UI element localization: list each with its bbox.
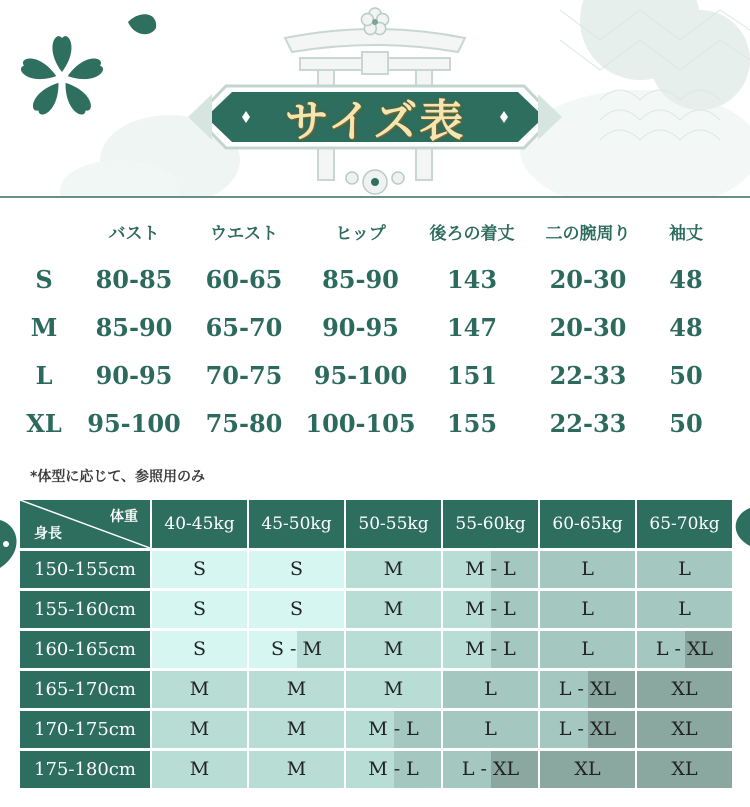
size-cell-value: M	[189, 758, 210, 780]
sleeve-value: 50	[669, 361, 703, 390]
hip-value: 90-95	[322, 313, 399, 342]
sleeve-value: 48	[669, 313, 703, 342]
size-cell-value: M	[286, 758, 307, 780]
leaf-icon	[732, 508, 750, 548]
back-length-value: 143	[446, 265, 498, 294]
size-cell-value: M	[286, 678, 307, 700]
size-cell	[540, 751, 635, 788]
size-cell-value: M	[286, 718, 307, 740]
weight-header: 40-45kg	[152, 500, 247, 548]
header-sleeve: 袖丈	[669, 224, 703, 244]
size-cell-value: L	[678, 598, 691, 620]
size-cell-value: M - L	[465, 558, 516, 580]
size-cell	[637, 711, 732, 748]
size-cell-value: XL	[671, 718, 698, 740]
size-cell-value: S	[192, 598, 207, 620]
header-bust: バスト	[108, 224, 160, 244]
size-cell	[443, 751, 538, 788]
size-cell-value: S - M	[271, 638, 322, 660]
upper-arm-value: 20-30	[549, 313, 627, 342]
size-cell-value: M - L	[465, 598, 516, 620]
size-cell-value: XL	[671, 758, 698, 780]
size-cell	[540, 551, 635, 588]
bust-value: 95-100	[87, 409, 181, 438]
size-cell	[540, 631, 635, 668]
size-cell	[346, 671, 441, 708]
height-label: 身長	[34, 526, 62, 542]
sleeve-value: 48	[669, 265, 703, 294]
size-cell-value: XL	[574, 758, 601, 780]
hip-value: 95-100	[313, 361, 408, 390]
header-upper-arm: 二の腕周り	[545, 224, 631, 244]
size-cell	[249, 671, 344, 708]
size-cell	[443, 631, 538, 668]
size-cell	[540, 711, 635, 748]
weight-header: 45-50kg	[249, 500, 344, 548]
height-header: 160-165cm	[20, 631, 150, 668]
size-cell	[443, 551, 538, 588]
weight-label: 体重	[110, 509, 138, 525]
upper-arm-value: 22-33	[549, 409, 627, 438]
size-cell-value: L	[581, 638, 594, 660]
bust-value: 80-85	[95, 265, 173, 294]
size-cell-value: S	[289, 558, 304, 580]
weight-header: 65-70kg	[637, 500, 732, 548]
hip-value: 85-90	[322, 265, 399, 294]
size-cell	[152, 591, 247, 628]
leaf-icon	[0, 512, 22, 572]
sakura-icon	[19, 36, 105, 117]
size-cell-value: M	[383, 558, 404, 580]
matrix-corner	[20, 500, 150, 548]
size-cell-value: M	[383, 678, 404, 700]
size-cell-value: XL	[671, 678, 698, 700]
size-cell	[637, 751, 732, 788]
size-cell	[249, 711, 344, 748]
size-cell-value: S	[192, 638, 207, 660]
size-cell	[249, 631, 344, 668]
height-header: 155-160cm	[20, 591, 150, 628]
back-length-value: 147	[446, 313, 498, 342]
size-row	[0, 260, 750, 300]
bust-value: 90-95	[95, 361, 173, 390]
waist-value: 75-80	[205, 409, 283, 438]
size-cell	[152, 711, 247, 748]
back-length-value: 151	[446, 361, 498, 390]
size-cell	[637, 631, 732, 668]
size-label: M	[30, 313, 58, 342]
size-cell-value: L - XL	[655, 638, 714, 660]
size-cell-value: S	[289, 598, 304, 620]
size-cell-value: L	[678, 558, 691, 580]
size-cell-value: M	[189, 718, 210, 740]
waist-value: 70-75	[205, 361, 283, 390]
size-cell-value: S	[192, 558, 207, 580]
hip-value: 100-105	[305, 409, 416, 438]
header-divider	[0, 196, 750, 198]
size-cell-value: L	[484, 678, 497, 700]
size-cell-value: M	[383, 598, 404, 620]
header-banner	[0, 0, 750, 198]
size-cell	[540, 591, 635, 628]
size-cell	[249, 591, 344, 628]
size-chart-matrix	[20, 500, 732, 790]
waist-value: 60-65	[205, 265, 283, 294]
reference-note: *体型に応じて、参照用のみ	[30, 469, 206, 485]
size-cell	[249, 751, 344, 788]
size-cell	[637, 551, 732, 588]
size-cell	[540, 671, 635, 708]
size-cell	[443, 671, 538, 708]
size-cell	[346, 751, 441, 788]
size-cell-value: L - XL	[558, 678, 617, 700]
height-header: 170-175cm	[20, 711, 150, 748]
upper-arm-value: 22-33	[549, 361, 627, 390]
waist-value: 65-70	[205, 313, 283, 342]
size-cell	[152, 551, 247, 588]
size-cell	[152, 631, 247, 668]
bust-value: 85-90	[95, 313, 173, 342]
size-cell-value: M	[189, 678, 210, 700]
size-cell	[249, 551, 344, 588]
size-cell	[443, 711, 538, 748]
height-header: 165-170cm	[20, 671, 150, 708]
height-header: 150-155cm	[20, 551, 150, 588]
size-cell	[346, 711, 441, 748]
size-table-header	[0, 214, 750, 254]
header-back-length: 後ろの着丈	[429, 224, 515, 244]
weight-header: 60-65kg	[540, 500, 635, 548]
size-cell-value: L - XL	[461, 758, 520, 780]
back-length-value: 155	[446, 409, 498, 438]
size-cell-value: M - L	[368, 758, 419, 780]
sleeve-value: 50	[669, 409, 703, 438]
size-label: L	[35, 361, 53, 390]
size-row	[0, 356, 750, 396]
size-cell	[152, 671, 247, 708]
header-hip: ヒップ	[335, 224, 386, 244]
weight-header: 55-60kg	[443, 500, 538, 548]
size-cell	[346, 591, 441, 628]
header-waist: ウエスト	[210, 224, 278, 244]
size-row	[0, 308, 750, 348]
upper-arm-value: 20-30	[549, 265, 627, 294]
size-cell-value: L	[581, 558, 594, 580]
title-banner	[212, 86, 538, 148]
size-cell-value: M - L	[465, 638, 516, 660]
size-cell-value: L - XL	[558, 718, 617, 740]
size-cell-value: M - L	[368, 718, 419, 740]
size-cell-value: L	[484, 718, 497, 740]
height-header: 175-180cm	[20, 751, 150, 788]
size-cell	[637, 591, 732, 628]
size-label: S	[35, 265, 53, 294]
size-cell	[152, 751, 247, 788]
size-cell-value: L	[581, 598, 594, 620]
size-cell	[443, 591, 538, 628]
size-cell	[346, 551, 441, 588]
page-title: サイズ表	[284, 96, 466, 147]
size-row	[0, 404, 750, 444]
size-cell	[346, 631, 441, 668]
size-cell-value: M	[383, 638, 404, 660]
weight-header: 50-55kg	[346, 500, 441, 548]
size-cell	[637, 671, 732, 708]
size-label: XL	[26, 409, 62, 438]
